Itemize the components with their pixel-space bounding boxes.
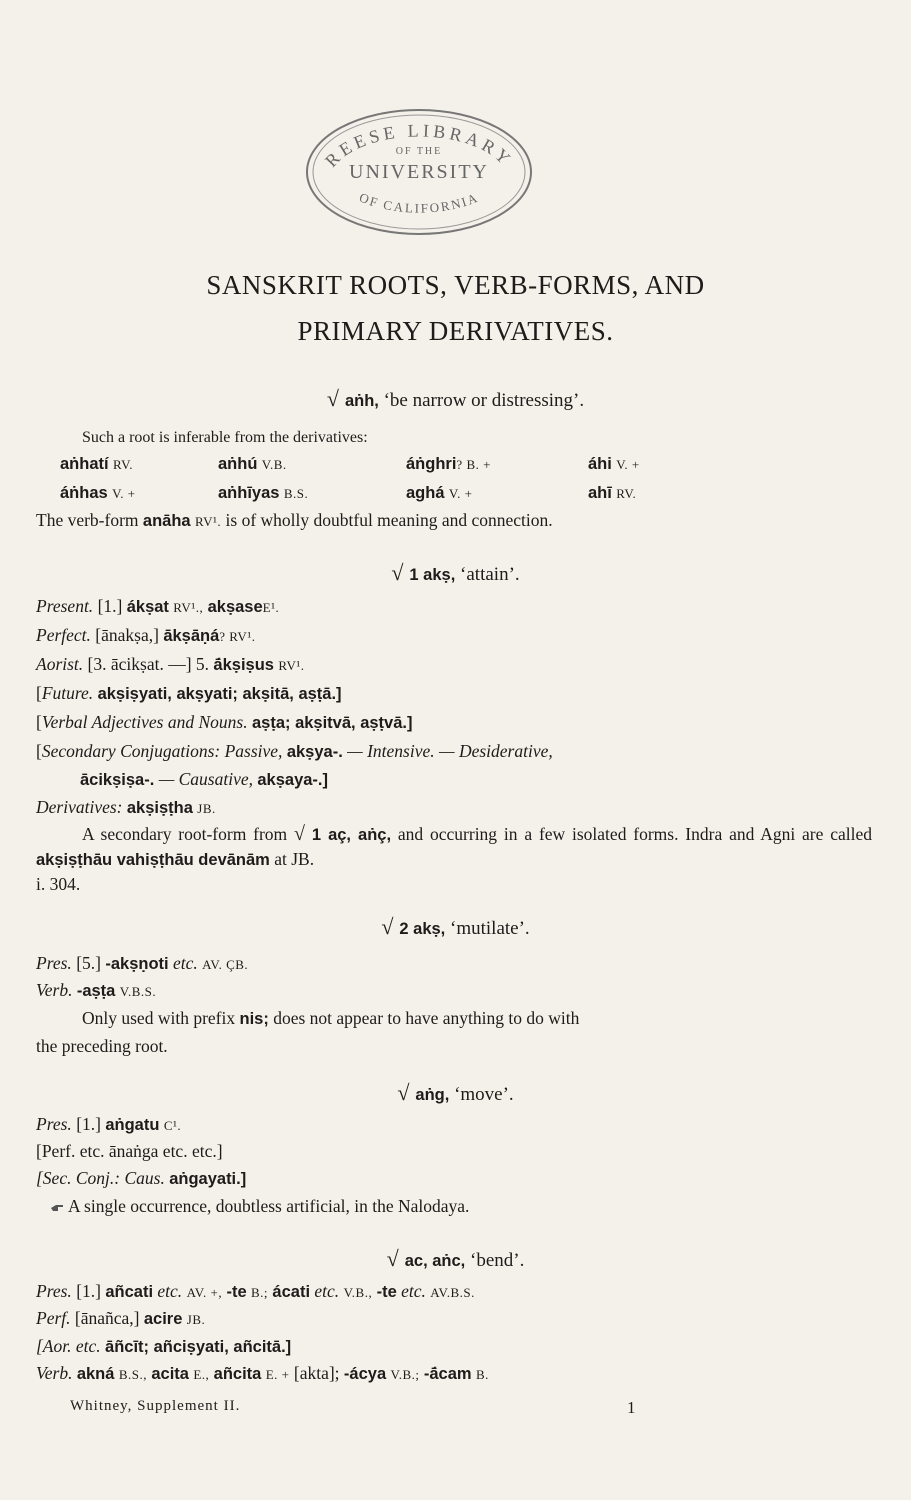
form-line-perfect: [Perf. etc. ānaṅga etc. etc.] [36, 1141, 223, 1161]
entry-gloss: ‘attain’. [460, 564, 520, 585]
entry-gloss: ‘be narrow or distressing’. [383, 390, 585, 411]
entry-intro: Such a root is inferable from the derivatives: [82, 429, 368, 446]
form-line-perfect: Perfect. [ānakṣa,] ākṣāṇá? RV¹. [36, 625, 256, 645]
entry-heading-anh [0, 388, 911, 410]
entry-heading-aks-2 [0, 916, 911, 938]
form-line-present: Present. [1.] ákṣat RV¹., akṣaseE¹. [36, 596, 280, 616]
root-sign-icon: √ [381, 914, 394, 939]
form-line-perfect: Perf. [ānañca,] acire JB. [36, 1308, 206, 1328]
entry-note: Only used with prefix nis; does not appear to have anything to do with [82, 1008, 580, 1028]
form-line-present: Pres. [1.] aṅgatu C¹. [36, 1114, 182, 1134]
form-line-derivatives: Derivatives: akṣiṣṭha JB. [36, 797, 216, 817]
derivative-item: aṅhú V.B. [218, 455, 287, 473]
footer-source: Whitney, Supplement II. [70, 1398, 241, 1414]
library-stamp [300, 100, 538, 245]
stamp-line-3: UNIVERSITY [349, 161, 489, 183]
form-line-aorist: Aorist. [3. ācikṣat. —] 5. ā́kṣiṣus RV¹. [36, 654, 305, 674]
entry-root: aṅg, [415, 1086, 450, 1104]
derivative-item: áṅhas V. + [60, 484, 136, 502]
entry-gloss: ‘mutilate’. [450, 918, 530, 939]
entry-gloss: ‘move’. [454, 1084, 514, 1105]
entry-heading-ac [0, 1248, 911, 1270]
derivative-item: aṅhīyas B.S. [218, 484, 309, 502]
entry-gloss: ‘bend’. [470, 1250, 525, 1271]
form-line-secondary: [Secondary Conjugations: Passive, akṣya-. — Intensive. — Desiderative, [36, 741, 553, 761]
derivative-item: aghá V. + [406, 484, 473, 502]
entry-root: 2 akṣ, [399, 920, 446, 938]
root-sign-icon: √ [391, 560, 404, 585]
form-line-present: Pres. [1.] añcati etc. AV. +, -te B.; ácati etc. V.B., -te etc. AV.B.S. [36, 1281, 475, 1301]
entry-note-cont: the preceding root. [36, 1036, 168, 1056]
stamp-seal-icon [300, 100, 538, 245]
form-line-present: Pres. [5.] -akṣṇoti etc. AV. ÇB. [36, 953, 249, 973]
form-line-verbal: Verb. akná B.S., acita E., añcita E. + [akta]; -ácya V.B.; -ā́cam B. [36, 1363, 489, 1383]
derivative-item: áṅghri? B. + [406, 455, 491, 473]
derivative-item: aṅhatí RV. [60, 455, 134, 473]
entry-heading-aks-1 [0, 562, 911, 584]
derivative-item: ahī RV. [588, 484, 637, 502]
form-line-future: [Future. akṣiṣyati, akṣyati; akṣitā, aṣṭā.] [36, 683, 342, 703]
entry-paragraph: A secondary root-form from √ 1 aç, aṅç, and occurring in a few isolated forms. Indra and Agni are called akṣiṣṭhāu vahiṣṭhāu devānām at JB. i. 304. [36, 823, 873, 894]
entry-root: 1 akṣ, [409, 566, 456, 584]
entry-heading-ang [0, 1082, 911, 1104]
form-line-secondary-cont: ācikṣiṣa-. — Causative, akṣaya-.] [80, 769, 329, 789]
form-line-verbal: Verb. -aṣṭa V.B.S. [36, 980, 157, 1000]
root-sign-icon: √ [326, 386, 339, 411]
entry-root: ac, aṅc, [404, 1252, 466, 1270]
stamp-line-2: OF THE [395, 146, 443, 157]
root-sign-icon: √ [397, 1080, 410, 1105]
entry-note: A single occurrence, doubtless artificial, in the Nalodaya. [50, 1198, 469, 1216]
stamp-line-4: OF CALIFORNIA [357, 189, 481, 216]
entry-note: The verb-form anāha RV¹. is of wholly doubtful meaning and connection. [36, 510, 553, 530]
stamp-line-1: REESE LIBRARY [320, 120, 517, 171]
form-line-secondary: [Sec. Conj.: Caus. aṅgayati.] [36, 1168, 247, 1188]
page-title-line-2: PRIMARY DERIVATIVES. [297, 316, 614, 346]
page-title-line-1: SANSKRIT ROOTS, VERB-FORMS, AND [206, 270, 705, 300]
root-sign-icon: √ [386, 1246, 399, 1271]
form-line-aorist: [Aor. etc. āñcīt; añciṣyati, añcitā.] [36, 1336, 292, 1356]
svg-text:OF CALIFORNIA [357, 189, 481, 215]
page-number: 1 [627, 1398, 637, 1417]
derivative-item: áhi V. + [588, 455, 640, 473]
form-line-verbal: [Verbal Adjectives and Nouns. aṣṭa; akṣitvā, aṣṭvā.] [36, 712, 413, 732]
entry-root: aṅh, [344, 392, 379, 410]
pointing-hand-icon [50, 1202, 64, 1214]
